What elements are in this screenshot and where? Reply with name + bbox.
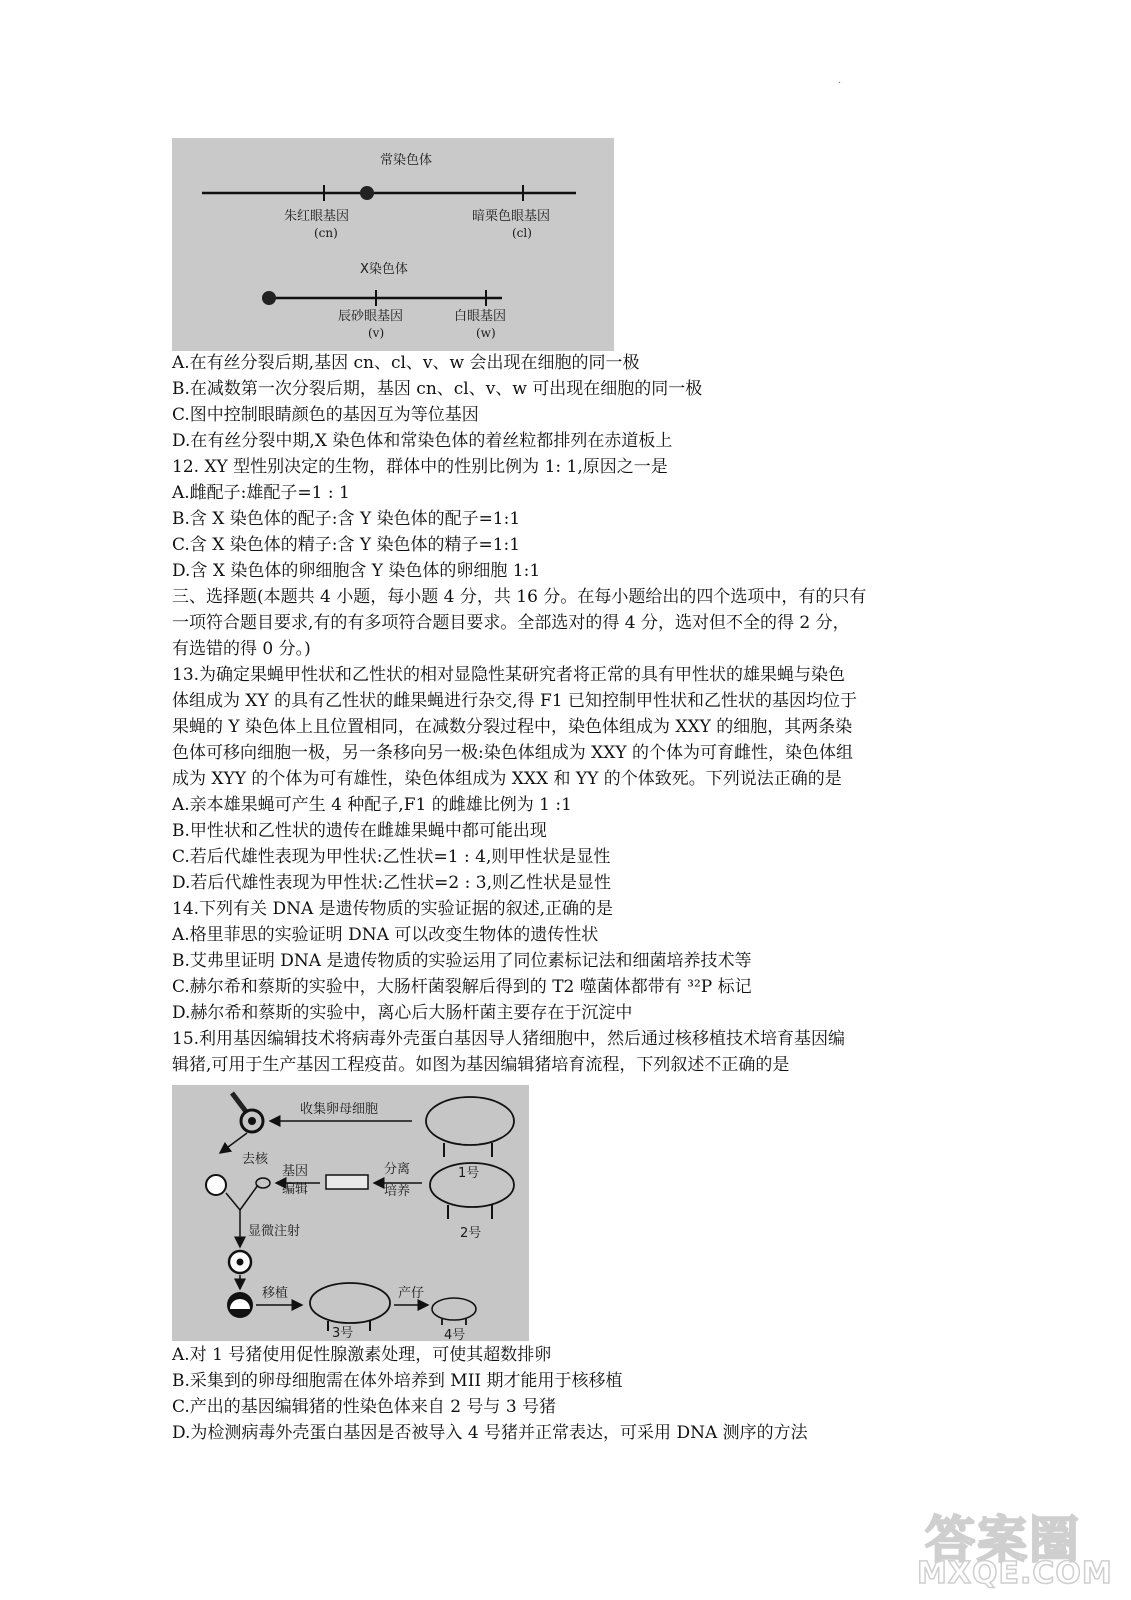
q12-option-a: A.雌配子:雄配子=1 : 1 [172, 483, 350, 503]
q13-option-c: C.若后代雄性表现为甲性状:乙性状=1 : 4,则甲性状是显性 [172, 847, 611, 867]
pig-1-label: 1号 [458, 1166, 480, 1181]
q15-option-d: D.为检测病毒外壳蛋白基因是否被导入 4 号猪并正常表达，可采用 DNA 测序的方法 [172, 1423, 808, 1443]
q13-stem-line2: 体组成为 XY 的具有乙性状的雌果蝇进行杂交,得 F1 已知控制甲性状和乙性状的基因均位于 [172, 691, 857, 711]
q14-option-d: D.赫尔希和蔡斯的实验中，离心后大肠杆菌主要存在于沉淀中 [172, 1003, 633, 1023]
pig-4-label: 4号 [444, 1328, 466, 1341]
pig-3-label: 3号 [332, 1326, 354, 1341]
q15-stem-line1: 15.利用基因编辑技术将病毒外壳蛋白基因导人猪细胞中，然后通过核移植技术培育基因编 [172, 1029, 846, 1049]
w-gene-name: 白眼基因 [454, 309, 507, 324]
microinject-label: 显微注射 [248, 1224, 301, 1239]
q15-option-a: A.对 1 号猪使用促性腺激素处理，可使其超数排卵 [172, 1345, 552, 1365]
gene-edited-pig-flow-figure [172, 1085, 529, 1341]
q12-stem: 12. XY 型性别决定的生物，群体中的性别比例为 1: 1,原因之一是 [172, 457, 668, 477]
separate-label: 分离 [384, 1162, 411, 1177]
chromosome-gene-map-figure [172, 138, 614, 351]
q11-option-c: C.图中控制眼睛颜色的基因互为等位基因 [172, 405, 479, 425]
cl-gene-code: (cl) [512, 226, 532, 240]
q14-option-a: A.格里菲思的实验证明 DNA 可以改变生物体的遗传性状 [172, 925, 599, 945]
enucleate-label: 去核 [242, 1152, 269, 1167]
q15-stem-line2: 辑猪,可用于生产基因工程疫苗。如图为基因编辑猪培育流程，下列叙述不正确的是 [172, 1055, 790, 1075]
section3-instructions-line3: 有选错的得 0 分。) [172, 639, 311, 659]
section3-instructions-line1: 三、选择题(本题共 4 小题，每小题 4 分，共 16 分。在每小题给出的四个选项中，有的只有 [172, 587, 867, 607]
v-gene-code: (v) [368, 326, 385, 340]
q13-option-d: D.若后代雄性表现为甲性状:乙性状=2 : 3,则乙性状是显性 [172, 873, 611, 893]
pig-3-icon [310, 1283, 390, 1331]
q12-option-b: B.含 X 染色体的配子:含 Y 染色体的配子=1:1 [172, 509, 521, 529]
gene-edit-label-1: 基因 [282, 1164, 309, 1179]
q15-option-c: C.产出的基因编辑猪的性染色体来自 2 号与 3 号猪 [172, 1397, 557, 1417]
site-watermark [917, 1500, 1113, 1592]
q12-option-d: D.含 X 染色体的卵细胞含 Y 染色体的卵细胞 1:1 [172, 561, 541, 581]
cn-gene-code: (cn) [314, 226, 338, 240]
q14-option-c: C.赫尔希和蔡斯的实验中，大肠杆菌裂解后得到的 T2 噬菌体都带有 ³²P 标记 [172, 977, 752, 997]
chromosome-gene-map-svg [172, 138, 614, 351]
pipette-icon [232, 1093, 247, 1113]
q13-option-a: A.亲本雄果蝇可产生 4 种配子,F1 的雌雄比例为 1 :1 [172, 795, 572, 815]
pig-4-icon [432, 1298, 476, 1325]
cl-gene-name: 暗栗色眼基因 [472, 209, 551, 224]
q14-option-b: B.艾弗里证明 DNA 是遗传物质的实验运用了同位素标记法和细菌培养技术等 [172, 951, 752, 971]
q11-option-b: B.在减数第一次分裂后期，基因 cn、cl、v、w 可出现在细胞的同一极 [172, 379, 703, 399]
x-chromosome-label: X染色体 [360, 262, 408, 277]
autosome-label: 常染色体 [380, 153, 433, 168]
q14-stem: 14.下列有关 DNA 是遗传物质的实验证据的叙述,正确的是 [172, 899, 614, 919]
culture-dish-icon [326, 1175, 368, 1189]
watermark-line2: MXQE.COM [917, 1556, 1113, 1591]
donor-cell-icon [256, 1178, 270, 1188]
q15-option-b: B.采集到的卵母细胞需在体外培养到 MII 期才能用于核移植 [172, 1371, 623, 1391]
w-gene-code: (w) [476, 326, 496, 340]
pig-flow-svg [172, 1085, 529, 1341]
q13-stem-line3: 果蝇的 Y 染色体上且位置相同，在减数分裂过程中，染色体组成为 XXY 的细胞，其两条染 [172, 717, 853, 737]
birth-label: 产仔 [398, 1286, 425, 1301]
section3-instructions-line2: 一项符合题目要求,有的有多项符合题目要求。全部选对的得 4 分，选对但不全的得 2 分， [172, 613, 850, 633]
cn-gene-name: 朱红眼基因 [284, 209, 350, 224]
watermark-line1: 答案圈 [925, 1511, 1081, 1569]
transplant-label: 移植 [262, 1286, 289, 1301]
collect-oocyte-label: 收集卵母细胞 [300, 1102, 379, 1117]
culture-label: 培养 [384, 1184, 411, 1199]
enucleated-oocyte-icon [206, 1175, 226, 1195]
pig-1-icon [426, 1097, 514, 1157]
q13-stem-line4: 色体可移向细胞一极，另一条移向另一极:染色体组成为 XXY 的个体为可育雌性，染色体组 [172, 743, 853, 763]
q11-option-d: D.在有丝分裂中期,X 染色体和常染色体的着丝粒都排列在赤道板上 [172, 431, 673, 451]
q11-option-a: A.在有丝分裂后期,基因 cn、cl、v、w 会出现在细胞的同一极 [172, 353, 640, 373]
gene-edit-label-2: 编辑 [282, 1182, 309, 1197]
q12-option-c: C.含 X 染色体的精子:含 Y 染色体的精子=1:1 [172, 535, 521, 555]
autosome-centromere [360, 186, 374, 200]
pig-2-label: 2号 [460, 1226, 482, 1241]
x-centromere [262, 291, 276, 305]
q13-stem-line5: 成为 XYY 的个体为可有雄性，染色体组成为 XXX 和 YY 的个体致死。下列说法正确的是 [172, 769, 842, 789]
top-mark: · [838, 78, 842, 89]
q13-option-b: B.甲性状和乙性状的遗传在雌雄果蝇中都可能出现 [172, 821, 547, 841]
q13-stem-line1: 13.为确定果蝇甲性状和乙性状的相对显隐性某研究者将正常的具有甲性状的雄果蝇与染色 [172, 665, 846, 685]
v-gene-name: 辰砂眼基因 [338, 309, 404, 324]
